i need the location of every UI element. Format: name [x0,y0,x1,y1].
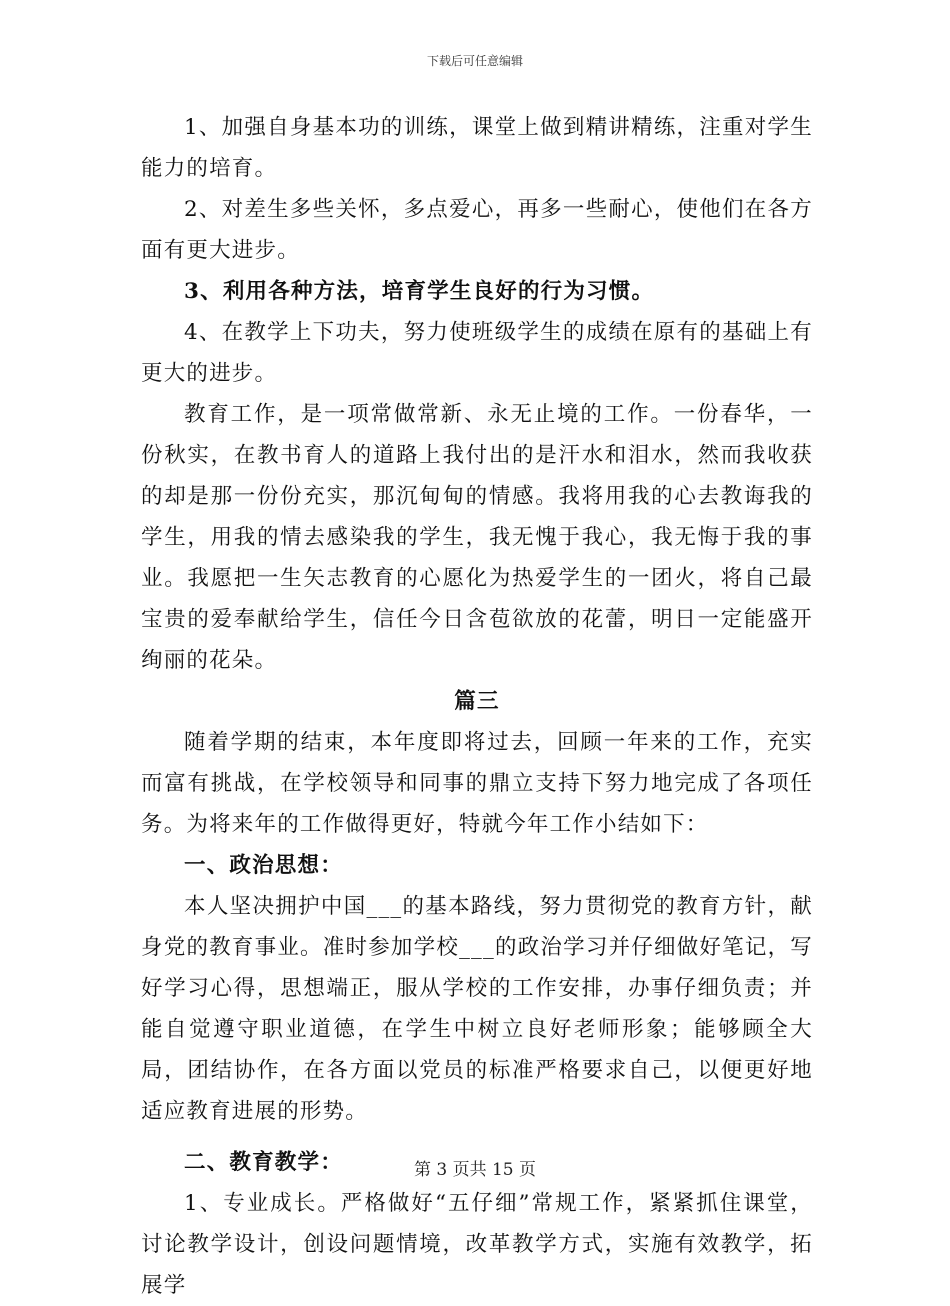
list-item-2: 2、对差生多些关怀，多点爱心，再多一些耐心，使他们在各方面有更大进步。 [141,197,813,263]
intro-paragraph: 随着学期的结束，本年度即将过去，回顾一年来的工作，充实而富有挑战，在学校领导和同事的鼎立支持下努力地完成了各项任务。为将来年的工作做得更好，特就今年工作小结如下： [141,730,813,837]
section-title: 篇三 [454,689,500,714]
document-body [141,107,813,1306]
politics-paragraph: 本人坚决拥护中国___的基本路线，努力贯彻党的教育方针，献身党的教育事业。准时参加学校___的政治学习并仔细做好笔记，写好学习心得，思想端正，服从学校的工作安排，办事仔细负责；并能自觉遵守职业道德，在学生中树立良好老师形象；能够顾全大局，团结协作，在各方面以党员的标准严格要求自己，以便更好地适应教育进展的形势。 [141,894,813,1124]
list-item-4: 4、在教学上下功夫，努力使班级学生的成绩在原有的基础上有更大的进步。 [141,320,813,386]
heading-politics: 一、政治思想： [184,853,343,878]
page-header: 下载后可任意编辑 [426,54,523,68]
list-item-3: 3、利用各种方法，培育学生良好的行为习惯。 [184,279,655,304]
teaching-paragraph: 1、专业成长。严格做好“五仔细”常规工作，紧紧抓住课堂，讨论教学设计，创设问题情境，改革教学方式，实施有效教学，拓展学 [141,1191,813,1298]
page-footer: 第 3 页共 15 页 [413,1160,537,1180]
closing-paragraph: 教育工作，是一项常做常新、永无止境的工作。一份春华，一份秋实，在教书育人的道路上我付出的是汗水和泪水，然而我收获的却是那一份份充实，那沉甸甸的情感。我将用我的心去教诲我的学生，用我的情去感染我的学生，我无愧于我心，我无悔于我的事业。我愿把一生矢志教育的心愿化为热爱学生的一团火，将自己最宝贵的爱奉献给学生，信任今日含苞欲放的花蕾，明日一定能盛开绚丽的花朵。 [141,402,813,673]
heading-teaching: 二、教育教学： [184,1150,343,1175]
list-item-1: 1、加强自身基本功的训练，课堂上做到精讲精练，注重对学生能力的培育。 [141,115,813,181]
